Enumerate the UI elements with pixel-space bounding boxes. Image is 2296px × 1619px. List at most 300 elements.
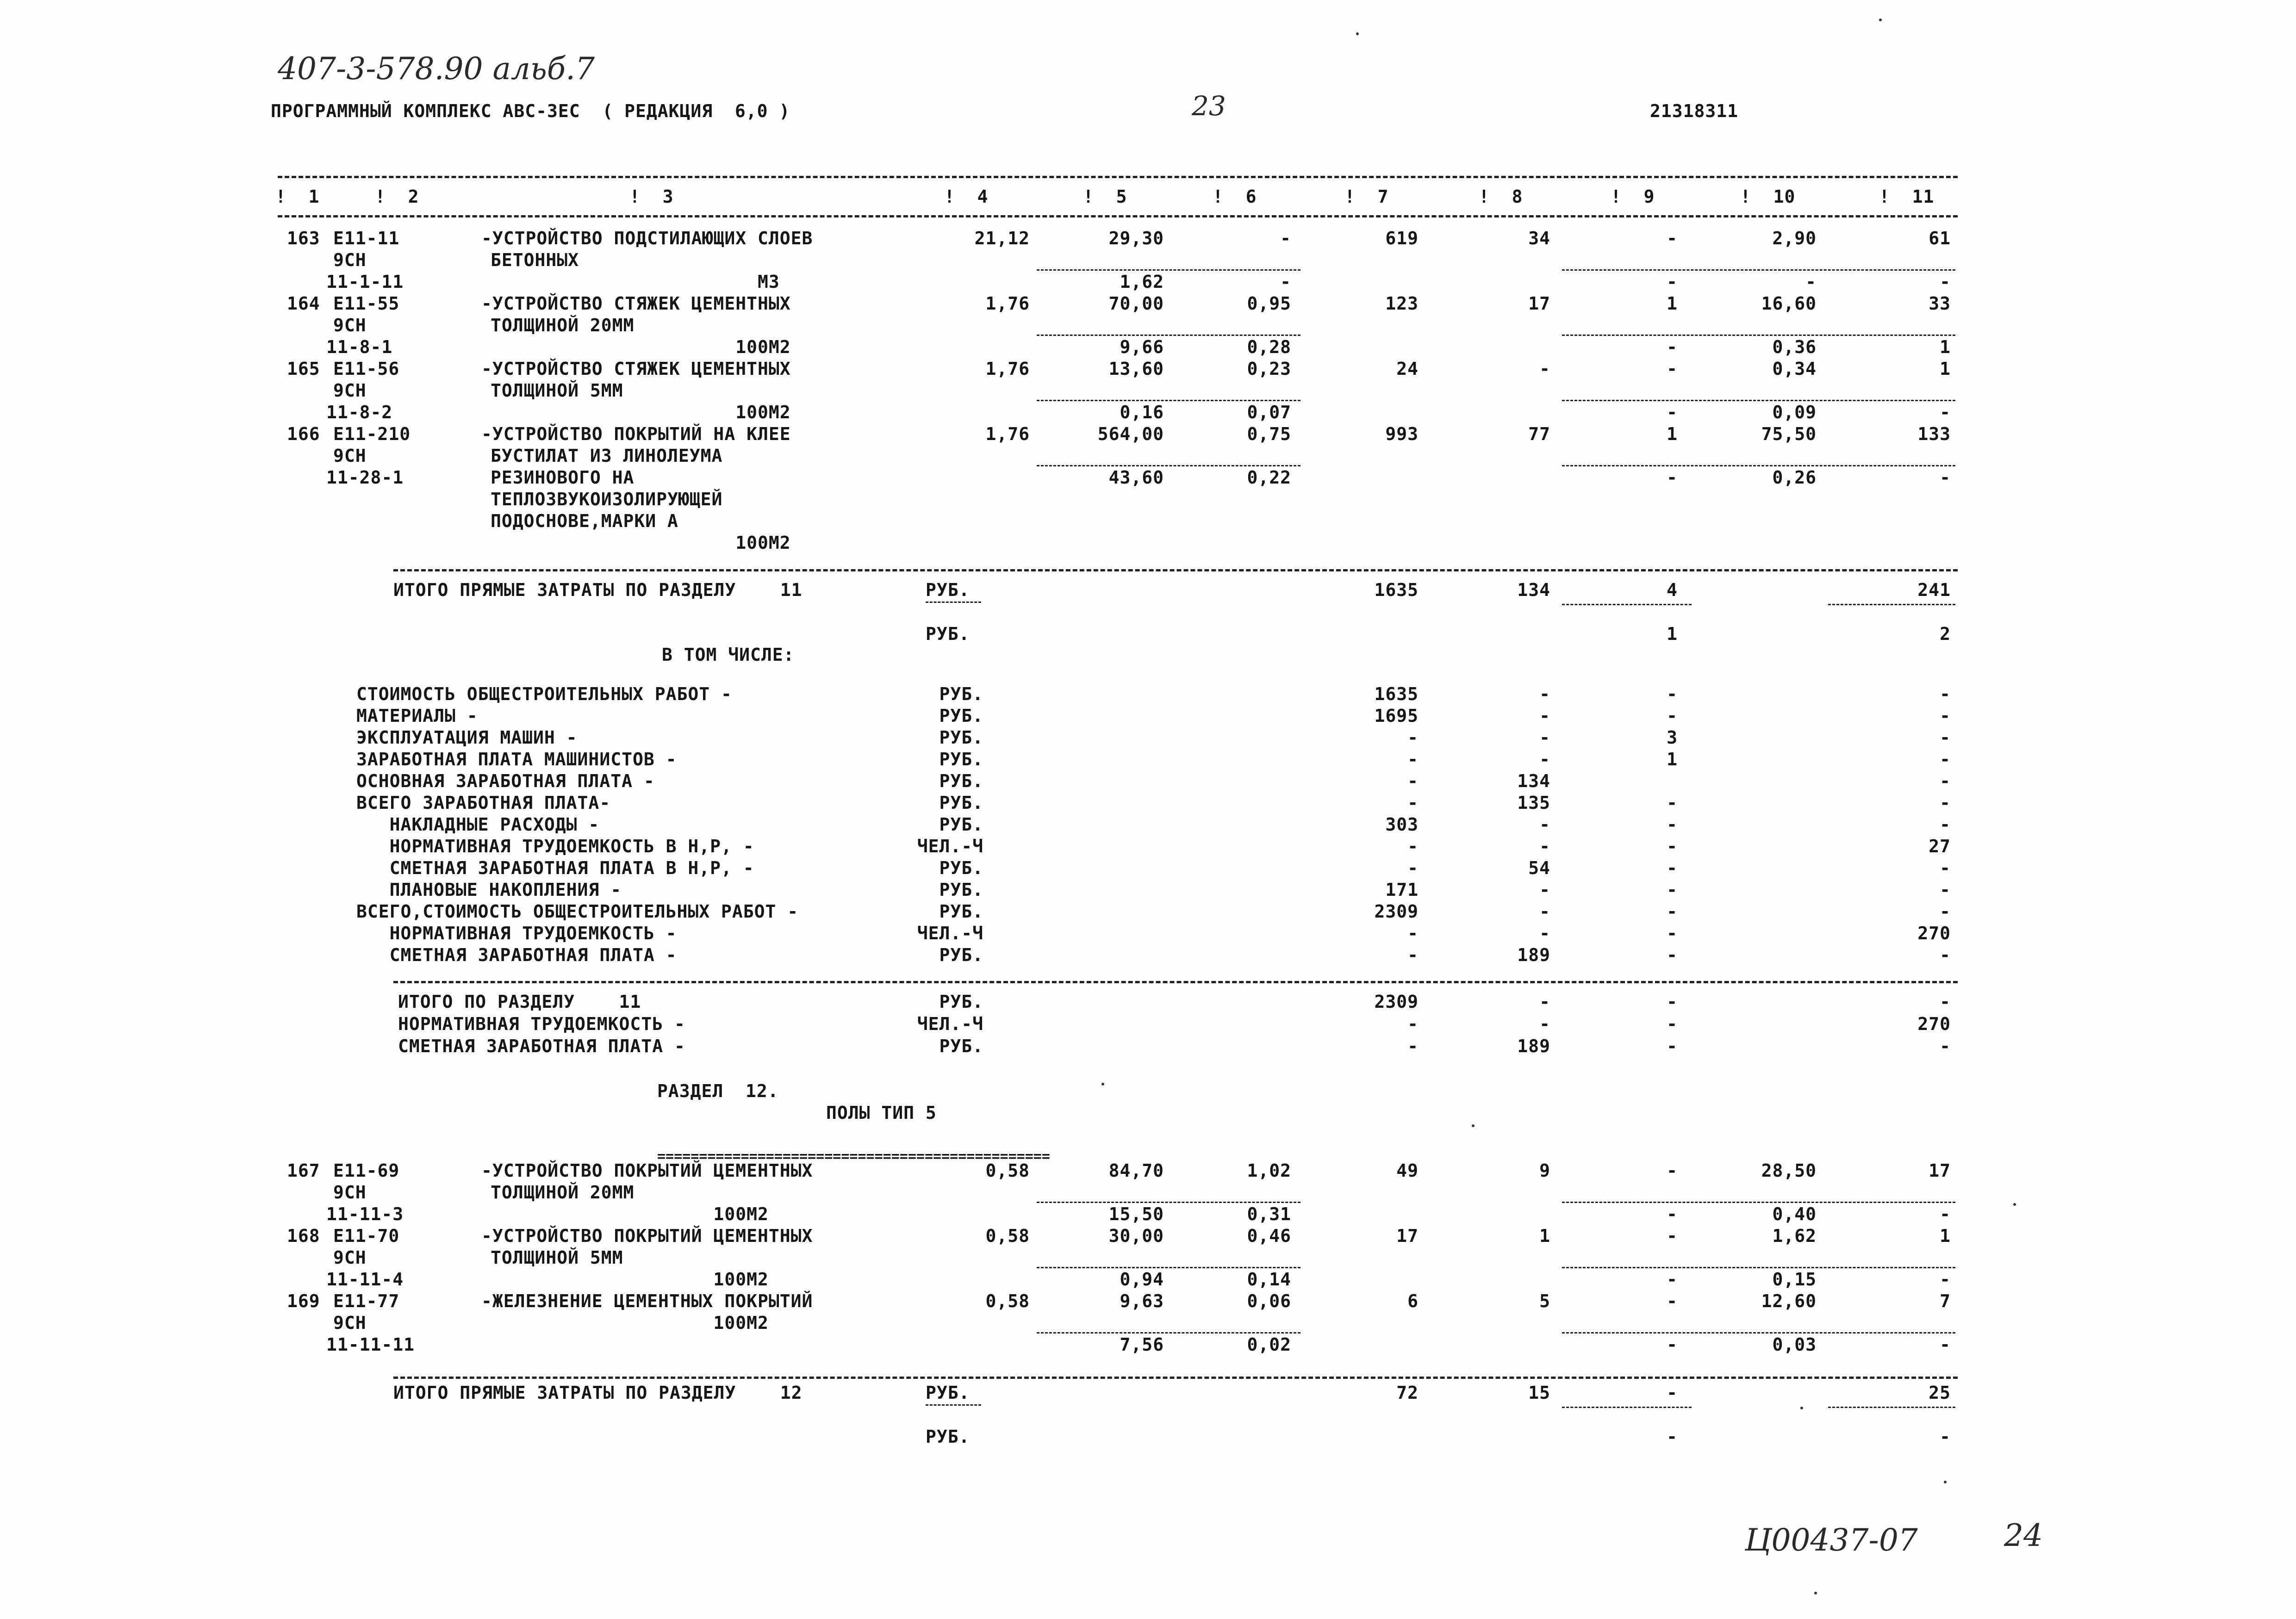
breakdown-col11: - bbox=[1940, 706, 1951, 726]
row-code: Е11-70 bbox=[333, 1226, 400, 1246]
breakdown-unit: РУБ. bbox=[939, 880, 983, 900]
scan-speck bbox=[1814, 1592, 1817, 1594]
summary-col7: - bbox=[1407, 1014, 1419, 1034]
breakdown-label: МАТЕРИАЛЫ - bbox=[356, 706, 478, 726]
section-12-title: РАЗДЕЛ 12. bbox=[657, 1081, 779, 1101]
row-description: 100М2 bbox=[481, 402, 791, 422]
cell-col11-sub: - bbox=[1940, 272, 1951, 292]
row-description: ТОЛЩИНОЙ 20ММ bbox=[491, 315, 635, 335]
cell-col9: - bbox=[1667, 1160, 1678, 1181]
total-label: ИТОГО ПРЯМЫЕ ЗАТРАТЫ ПО РАЗДЕЛУ 12 bbox=[393, 1383, 803, 1403]
scan-speck bbox=[1472, 1124, 1475, 1127]
breakdown-label: СМЕТНАЯ ЗАРАБОТНАЯ ПЛАТА - bbox=[356, 945, 677, 965]
breakdown-col7: 2309 bbox=[1374, 901, 1419, 922]
cell-col10-sub: 0,09 bbox=[1772, 402, 1817, 422]
row-description: ТЕПЛОЗВУКОИЗОЛИРУЮЩЕЙ bbox=[491, 489, 723, 509]
breakdown-col8: - bbox=[1539, 836, 1550, 856]
total-underline bbox=[1828, 1407, 1955, 1408]
cell-col6-sub: 0,22 bbox=[1247, 467, 1291, 488]
cell-underline bbox=[1037, 1202, 1300, 1203]
breakdown-label: НОРМАТИВНАЯ ТРУДОЕМКОСТЬ В Н,Р, - bbox=[356, 836, 754, 856]
summary-col7: 2309 bbox=[1374, 992, 1419, 1012]
row-code: 11-11-3 bbox=[326, 1204, 404, 1224]
row-number: 164 bbox=[287, 293, 320, 314]
row-number: 168 bbox=[287, 1226, 320, 1246]
breakdown-col11: - bbox=[1940, 945, 1951, 965]
cell-col11: 1 bbox=[1940, 1226, 1951, 1246]
breakdown-col8: - bbox=[1539, 901, 1550, 922]
total-underline bbox=[1828, 604, 1955, 605]
summary-col11: - bbox=[1940, 992, 1951, 1012]
breakdown-col7: 303 bbox=[1385, 814, 1419, 835]
row-description: ТОЛЩИНОЙ 5ММ bbox=[491, 380, 623, 401]
summary-col8: - bbox=[1539, 1014, 1550, 1034]
breakdown-label: ВСЕГО,СТОИМОСТЬ ОБЩЕСТРОИТЕЛЬНЫХ РАБОТ - bbox=[356, 901, 799, 922]
total-label: ИТОГО ПРЯМЫЕ ЗАТРАТЫ ПО РАЗДЕЛУ 11 bbox=[393, 580, 803, 600]
total-underline bbox=[1562, 604, 1692, 605]
row-code: 11-1-11 bbox=[326, 272, 404, 292]
scan-speck bbox=[1800, 1407, 1803, 1409]
breakdown-unit: РУБ. bbox=[939, 727, 983, 748]
column-number: ! 7 bbox=[1344, 186, 1389, 207]
breakdown-col7: - bbox=[1407, 749, 1419, 769]
row-code: Е11-11 bbox=[333, 228, 400, 248]
cell-underline bbox=[1037, 465, 1300, 466]
breakdown-unit: РУБ. bbox=[939, 901, 983, 922]
row-number: 165 bbox=[287, 359, 320, 379]
breakdown-label: ВСЕГО ЗАРАБОТНАЯ ПЛАТА- bbox=[356, 793, 611, 813]
breakdown-col11: - bbox=[1940, 814, 1951, 835]
breakdown-col11: - bbox=[1940, 771, 1951, 791]
column-number: ! 8 bbox=[1479, 186, 1523, 207]
cell-underline bbox=[1562, 1267, 1955, 1268]
cell-col4: 1,76 bbox=[985, 424, 1030, 444]
cell-col6-sub: 0,31 bbox=[1247, 1204, 1291, 1224]
cell-col11: 133 bbox=[1917, 424, 1951, 444]
cell-col7: 24 bbox=[1396, 359, 1419, 379]
breakdown-col9: - bbox=[1667, 858, 1678, 878]
breakdown-col7: - bbox=[1407, 923, 1419, 943]
breakdown-col11: - bbox=[1940, 727, 1951, 748]
cell-underline bbox=[1562, 400, 1955, 401]
breakdown-col11: - bbox=[1940, 880, 1951, 900]
cell-col6: 0,46 bbox=[1247, 1226, 1291, 1246]
cell-col5: 9,63 bbox=[1120, 1291, 1164, 1311]
column-number: ! 3 bbox=[629, 186, 674, 207]
cell-col7: 123 bbox=[1385, 293, 1419, 314]
summary-col9: - bbox=[1667, 992, 1678, 1012]
breakdown-col11: - bbox=[1940, 684, 1951, 704]
breakdown-unit: РУБ. bbox=[939, 749, 983, 769]
summary-col7: - bbox=[1407, 1036, 1419, 1056]
row-code: 11-28-1 bbox=[326, 467, 404, 488]
cell-col7: 17 bbox=[1396, 1226, 1419, 1246]
scan-speck bbox=[2013, 1203, 2016, 1206]
breakdown-col11: 27 bbox=[1929, 836, 1951, 856]
breakdown-unit: РУБ. bbox=[939, 771, 983, 791]
program-title: ПРОГРАММНЫЙ КОМПЛЕКС АВС-ЗЕС ( РЕДАКЦИЯ 6,0 ) bbox=[271, 101, 790, 121]
column-number: ! 10 bbox=[1740, 186, 1796, 207]
row-code: 11-11-11 bbox=[326, 1334, 415, 1355]
in-that-number-heading: В ТОМ ЧИСЛЕ: bbox=[662, 645, 795, 665]
cell-col5-sub: 1,62 bbox=[1120, 272, 1164, 292]
row-description: -УСТРОЙСТВО ПОКРЫТИЙ НА КЛЕЕ bbox=[481, 424, 791, 444]
row-description: 100М2 bbox=[481, 337, 791, 357]
cell-underline bbox=[1562, 335, 1955, 336]
cell-col8: 9 bbox=[1539, 1160, 1550, 1181]
breakdown-col7: 171 bbox=[1385, 880, 1419, 900]
cell-col9: - bbox=[1667, 359, 1678, 379]
breakdown-label: ПЛАНОВЫЕ НАКОПЛЕНИЯ - bbox=[356, 880, 622, 900]
cell-col9-sub: - bbox=[1667, 1334, 1678, 1355]
cell-col6: 0,75 bbox=[1247, 424, 1291, 444]
summary-col11: 270 bbox=[1917, 1014, 1951, 1034]
cell-col11: 61 bbox=[1929, 228, 1951, 248]
cell-underline bbox=[1037, 1267, 1300, 1268]
cell-col7: 993 bbox=[1385, 424, 1419, 444]
cell-col4: 0,58 bbox=[985, 1226, 1030, 1246]
cell-col4: 0,58 bbox=[985, 1291, 1030, 1311]
row-description: -УСТРОЙСТВО ПОКРЫТИЙ ЦЕМЕНТНЫХ bbox=[481, 1226, 813, 1246]
column-number: ! 2 bbox=[375, 186, 419, 207]
row-code: 11-8-2 bbox=[326, 402, 393, 422]
row-description: 100М2 bbox=[481, 1313, 769, 1333]
total-unit: РУБ. bbox=[926, 624, 970, 644]
summary-label: НОРМАТИВНАЯ ТРУДОЕМКОСТЬ - bbox=[398, 1014, 685, 1034]
cell-underline bbox=[1037, 1332, 1300, 1334]
breakdown-col8: 134 bbox=[1517, 771, 1550, 791]
row-description: М3 bbox=[481, 272, 780, 292]
row-description: ПОДОСНОВЕ,МАРКИ А bbox=[491, 511, 678, 531]
cell-col5: 564,00 bbox=[1097, 424, 1164, 444]
breakdown-unit: ЧЕЛ.-Ч bbox=[917, 923, 983, 943]
header-bottom-rule bbox=[278, 215, 1958, 217]
breakdown-unit: РУБ. bbox=[939, 858, 983, 878]
cell-col7: 6 bbox=[1407, 1291, 1419, 1311]
table-top-rule bbox=[278, 176, 1958, 178]
cell-col5: 30,00 bbox=[1108, 1226, 1164, 1246]
row-code: 9СН bbox=[333, 380, 367, 401]
total-col8: 15 bbox=[1528, 1383, 1550, 1403]
cell-col11: 1 bbox=[1940, 359, 1951, 379]
cell-col5-sub: 9,66 bbox=[1120, 337, 1164, 357]
breakdown-unit: ЧЕЛ.-Ч bbox=[917, 836, 983, 856]
breakdown-col7: - bbox=[1407, 858, 1419, 878]
breakdown-col8: - bbox=[1539, 706, 1550, 726]
cell-col9: - bbox=[1667, 1226, 1678, 1246]
cell-col10: 2,90 bbox=[1772, 228, 1817, 248]
cell-col10-sub: 0,03 bbox=[1772, 1334, 1817, 1355]
scan-speck bbox=[1101, 1083, 1104, 1086]
breakdown-col9: - bbox=[1667, 901, 1678, 922]
cell-underline bbox=[1562, 465, 1955, 466]
breakdown-unit: РУБ. bbox=[939, 945, 983, 965]
cell-underline bbox=[1562, 1202, 1955, 1203]
summary-unit: РУБ. bbox=[939, 1036, 983, 1056]
row-code: Е11-69 bbox=[333, 1160, 400, 1181]
cell-col7: 619 bbox=[1385, 228, 1419, 248]
row-description: БЕТОННЫХ bbox=[491, 250, 579, 270]
row-description: РЕЗИНОВОГО НА bbox=[491, 467, 635, 488]
total-col8: 134 bbox=[1517, 580, 1550, 600]
breakdown-col11: - bbox=[1940, 793, 1951, 813]
breakdown-col8: - bbox=[1539, 923, 1550, 943]
cell-col4: 1,76 bbox=[985, 359, 1030, 379]
breakdown-col9: - bbox=[1667, 706, 1678, 726]
summary-col9: - bbox=[1667, 1036, 1678, 1056]
cell-underline bbox=[1037, 269, 1300, 271]
row-number: 167 bbox=[287, 1160, 320, 1181]
breakdown-label: ОСНОВНАЯ ЗАРАБОТНАЯ ПЛАТА - bbox=[356, 771, 655, 791]
breakdown-col8: 54 bbox=[1528, 858, 1550, 878]
cell-col5-sub: 15,50 bbox=[1108, 1204, 1164, 1224]
breakdown-col9: - bbox=[1667, 814, 1678, 835]
cell-col11-sub: - bbox=[1940, 1269, 1951, 1290]
total-col7: 72 bbox=[1396, 1383, 1419, 1403]
column-number: ! 11 bbox=[1879, 186, 1935, 207]
row-code: 11-11-4 bbox=[326, 1269, 404, 1290]
cell-col8: 1 bbox=[1539, 1226, 1550, 1246]
row-description: БУСТИЛАТ ИЗ ЛИНОЛЕУМА bbox=[491, 446, 723, 466]
total-col11: 241 bbox=[1917, 580, 1951, 600]
breakdown-col8: - bbox=[1539, 814, 1550, 835]
cell-col11-sub: 1 bbox=[1940, 337, 1951, 357]
breakdown-col9: 3 bbox=[1667, 727, 1678, 748]
cell-col11: 33 bbox=[1929, 293, 1951, 314]
summary-unit: ЧЕЛ.-Ч bbox=[917, 1014, 983, 1034]
breakdown-col9: - bbox=[1667, 684, 1678, 704]
total-col9: 4 bbox=[1667, 580, 1678, 600]
breakdown-col9: - bbox=[1667, 945, 1678, 965]
total-col11-sub: 2 bbox=[1940, 624, 1951, 644]
total-unit: РУБ. bbox=[926, 1427, 970, 1447]
cell-col5: 84,70 bbox=[1108, 1160, 1164, 1181]
row-code: 9СН bbox=[333, 250, 367, 270]
cell-col6: 1,02 bbox=[1247, 1160, 1291, 1181]
row-code: 9СН bbox=[333, 1313, 367, 1333]
cell-col11-sub: - bbox=[1940, 402, 1951, 422]
breakdown-unit: РУБ. bbox=[939, 793, 983, 813]
breakdown-label: НАКЛАДНЫЕ РАСХОДЫ - bbox=[356, 814, 600, 835]
cell-col6-sub: 0,14 bbox=[1247, 1269, 1291, 1290]
cell-underline bbox=[1562, 1332, 1955, 1334]
cell-col5: 29,30 bbox=[1108, 228, 1164, 248]
total-underline bbox=[1562, 1407, 1692, 1408]
breakdown-col7: - bbox=[1407, 945, 1419, 965]
breakdown-col7: - bbox=[1407, 771, 1419, 791]
breakdown-col11: - bbox=[1940, 901, 1951, 922]
column-number: ! 6 bbox=[1213, 186, 1257, 207]
cell-col8: - bbox=[1539, 359, 1550, 379]
scan-speck bbox=[1944, 1481, 1947, 1483]
cell-col4: 0,58 bbox=[985, 1160, 1030, 1181]
total-col7: 1635 bbox=[1374, 580, 1419, 600]
row-description: 100М2 bbox=[481, 1204, 769, 1224]
row-description: -УСТРОЙСТВО ПОДСТИЛАЮЩИХ СЛОЕВ bbox=[481, 228, 813, 248]
cell-col9-sub: - bbox=[1667, 467, 1678, 488]
breakdown-col9: - bbox=[1667, 923, 1678, 943]
cell-col7: 49 bbox=[1396, 1160, 1419, 1181]
cell-col5-sub: 0,94 bbox=[1120, 1269, 1164, 1290]
row-number: 169 bbox=[287, 1291, 320, 1311]
breakdown-col8: - bbox=[1539, 727, 1550, 748]
cell-col10-sub: 0,40 bbox=[1772, 1204, 1817, 1224]
row-description: -УСТРОЙСТВО СТЯЖЕК ЦЕМЕНТНЫХ bbox=[481, 359, 791, 379]
cell-col6-sub: - bbox=[1280, 272, 1291, 292]
summary-11-rule bbox=[393, 981, 1958, 983]
total-col9-sub: - bbox=[1667, 1427, 1678, 1447]
cell-col8: 34 bbox=[1528, 228, 1550, 248]
cell-col9-sub: - bbox=[1667, 1269, 1678, 1290]
cell-col11: 17 bbox=[1929, 1160, 1951, 1181]
cell-underline bbox=[1037, 335, 1300, 336]
page-number: 23 bbox=[1192, 90, 1226, 122]
cell-col4: 1,76 bbox=[985, 293, 1030, 314]
cell-col8: 5 bbox=[1539, 1291, 1550, 1311]
breakdown-col9: 1 bbox=[1667, 749, 1678, 769]
breakdown-col9: - bbox=[1667, 793, 1678, 813]
cell-col10: 12,60 bbox=[1761, 1291, 1817, 1311]
breakdown-col11: - bbox=[1940, 858, 1951, 878]
breakdown-col8: - bbox=[1539, 684, 1550, 704]
row-description: 100М2 bbox=[481, 1269, 769, 1290]
cell-col10: 75,50 bbox=[1761, 424, 1817, 444]
cell-underline bbox=[1562, 269, 1955, 271]
cell-col6-sub: 0,28 bbox=[1247, 337, 1291, 357]
section-12-subtitle: ПОЛЫ ТИП 5 bbox=[826, 1103, 937, 1123]
cell-col9-sub: - bbox=[1667, 337, 1678, 357]
cell-col9: - bbox=[1667, 1291, 1678, 1311]
total-col9-sub: 1 bbox=[1667, 624, 1678, 644]
total-12-rule bbox=[393, 1377, 1958, 1379]
cell-col5: 13,60 bbox=[1108, 359, 1164, 379]
row-description: -ЖЕЛЕЗНЕНИЕ ЦЕМЕНТНЫХ ПОКРЫТИЙ bbox=[481, 1291, 813, 1311]
breakdown-label: СМЕТНАЯ ЗАРАБОТНАЯ ПЛАТА В Н,Р, - bbox=[356, 858, 754, 878]
unit-underline bbox=[926, 1404, 981, 1406]
breakdown-col9: - bbox=[1667, 880, 1678, 900]
cell-col6: 0,95 bbox=[1247, 293, 1291, 314]
summary-label: СМЕТНАЯ ЗАРАБОТНАЯ ПЛАТА - bbox=[398, 1036, 685, 1056]
breakdown-label: ЭКСПЛУАТАЦИЯ МАШИН - bbox=[356, 727, 578, 748]
breakdown-col7: - bbox=[1407, 727, 1419, 748]
scan-speck bbox=[1356, 32, 1359, 35]
summary-unit: РУБ. bbox=[939, 992, 983, 1012]
handwritten-archive-code: Ц00437-07 bbox=[1745, 1522, 1918, 1558]
cell-col5-sub: 0,16 bbox=[1120, 402, 1164, 422]
row-code: Е11-56 bbox=[333, 359, 400, 379]
cell-col6: 0,06 bbox=[1247, 1291, 1291, 1311]
summary-col8: 189 bbox=[1517, 1036, 1550, 1056]
breakdown-label: СТОИМОСТЬ ОБЩЕСТРОИТЕЛЬНЫХ РАБОТ - bbox=[356, 684, 732, 704]
cell-col10-sub: 0,36 bbox=[1772, 337, 1817, 357]
scan-speck bbox=[1879, 19, 1882, 21]
cell-col6: 0,23 bbox=[1247, 359, 1291, 379]
total-col11: 25 bbox=[1929, 1383, 1951, 1403]
breakdown-unit: РУБ. bbox=[939, 706, 983, 726]
cell-col9-sub: - bbox=[1667, 272, 1678, 292]
row-code: 9СН bbox=[333, 446, 367, 466]
cell-col10: 1,62 bbox=[1772, 1226, 1817, 1246]
total-col9: - bbox=[1667, 1383, 1678, 1403]
section-12-separator: =============================================== bbox=[657, 1148, 1050, 1165]
total-unit: РУБ. bbox=[926, 580, 970, 600]
breakdown-col7: - bbox=[1407, 793, 1419, 813]
breakdown-col8: - bbox=[1539, 880, 1550, 900]
cell-col6: - bbox=[1280, 228, 1291, 248]
cell-col5-sub: 7,56 bbox=[1120, 1334, 1164, 1355]
summary-label: ИТОГО ПО РАЗДЕЛУ 11 bbox=[398, 992, 641, 1012]
cell-col11-sub: - bbox=[1940, 1204, 1951, 1224]
cell-col5-sub: 43,60 bbox=[1108, 467, 1164, 488]
cell-col6-sub: 0,07 bbox=[1247, 402, 1291, 422]
cell-col9-sub: - bbox=[1667, 1204, 1678, 1224]
cell-col9: 1 bbox=[1667, 424, 1678, 444]
column-number: ! 9 bbox=[1611, 186, 1655, 207]
cell-underline bbox=[1037, 400, 1300, 401]
row-description: 100М2 bbox=[481, 533, 791, 553]
cell-col10: 16,60 bbox=[1761, 293, 1817, 314]
column-number: ! 5 bbox=[1083, 186, 1127, 207]
breakdown-label: НОРМАТИВНАЯ ТРУДОЕМКОСТЬ - bbox=[356, 923, 677, 943]
breakdown-col8: 189 bbox=[1517, 945, 1550, 965]
row-description: -УСТРОЙСТВО ПОКРЫТИЙ ЦЕМЕНТНЫХ bbox=[481, 1160, 813, 1181]
column-number: ! 4 bbox=[944, 186, 989, 207]
cell-col4: 21,12 bbox=[974, 228, 1030, 248]
cell-col11-sub: - bbox=[1940, 467, 1951, 488]
total-11-rule bbox=[393, 569, 1958, 571]
cell-col11: 7 bbox=[1940, 1291, 1951, 1311]
breakdown-col7: 1695 bbox=[1374, 706, 1419, 726]
row-number: 166 bbox=[287, 424, 320, 444]
breakdown-label: ЗАРАБОТНАЯ ПЛАТА МАШИНИСТОВ - bbox=[356, 749, 677, 769]
cell-col9: 1 bbox=[1667, 293, 1678, 314]
summary-col11: - bbox=[1940, 1036, 1951, 1056]
cell-col11-sub: - bbox=[1940, 1334, 1951, 1355]
breakdown-col9: - bbox=[1667, 836, 1678, 856]
document-number: 21318311 bbox=[1650, 101, 1739, 121]
row-number: 163 bbox=[287, 228, 320, 248]
column-number: ! 1 bbox=[275, 186, 320, 207]
breakdown-col8: - bbox=[1539, 749, 1550, 769]
row-code: Е11-210 bbox=[333, 424, 411, 444]
cell-col10: 28,50 bbox=[1761, 1160, 1817, 1181]
row-code: Е11-77 bbox=[333, 1291, 400, 1311]
breakdown-col11: - bbox=[1940, 749, 1951, 769]
row-description: ТОЛЩИНОЙ 5ММ bbox=[491, 1247, 623, 1268]
cell-col10-sub: - bbox=[1805, 272, 1817, 292]
cell-col9-sub: - bbox=[1667, 402, 1678, 422]
row-code: 9СН bbox=[333, 1182, 367, 1203]
cell-col6-sub: 0,02 bbox=[1247, 1334, 1291, 1355]
row-code: Е11-55 bbox=[333, 293, 400, 314]
cell-col8: 77 bbox=[1528, 424, 1550, 444]
row-code: 11-8-1 bbox=[326, 337, 393, 357]
row-code: 9СН bbox=[333, 1247, 367, 1268]
summary-col9: - bbox=[1667, 1014, 1678, 1034]
total-unit: РУБ. bbox=[926, 1383, 970, 1403]
breakdown-unit: РУБ. bbox=[939, 814, 983, 835]
breakdown-col7: - bbox=[1407, 836, 1419, 856]
row-description: -УСТРОЙСТВО СТЯЖЕК ЦЕМЕНТНЫХ bbox=[481, 293, 791, 314]
cell-col10: 0,34 bbox=[1772, 359, 1817, 379]
summary-col8: - bbox=[1539, 992, 1550, 1012]
row-description: ТОЛЩИНОЙ 20ММ bbox=[491, 1182, 635, 1203]
breakdown-col8: 135 bbox=[1517, 793, 1550, 813]
unit-underline bbox=[926, 602, 981, 603]
cell-col8: 17 bbox=[1528, 293, 1550, 314]
breakdown-col11: 270 bbox=[1917, 923, 1951, 943]
breakdown-col7: 1635 bbox=[1374, 684, 1419, 704]
